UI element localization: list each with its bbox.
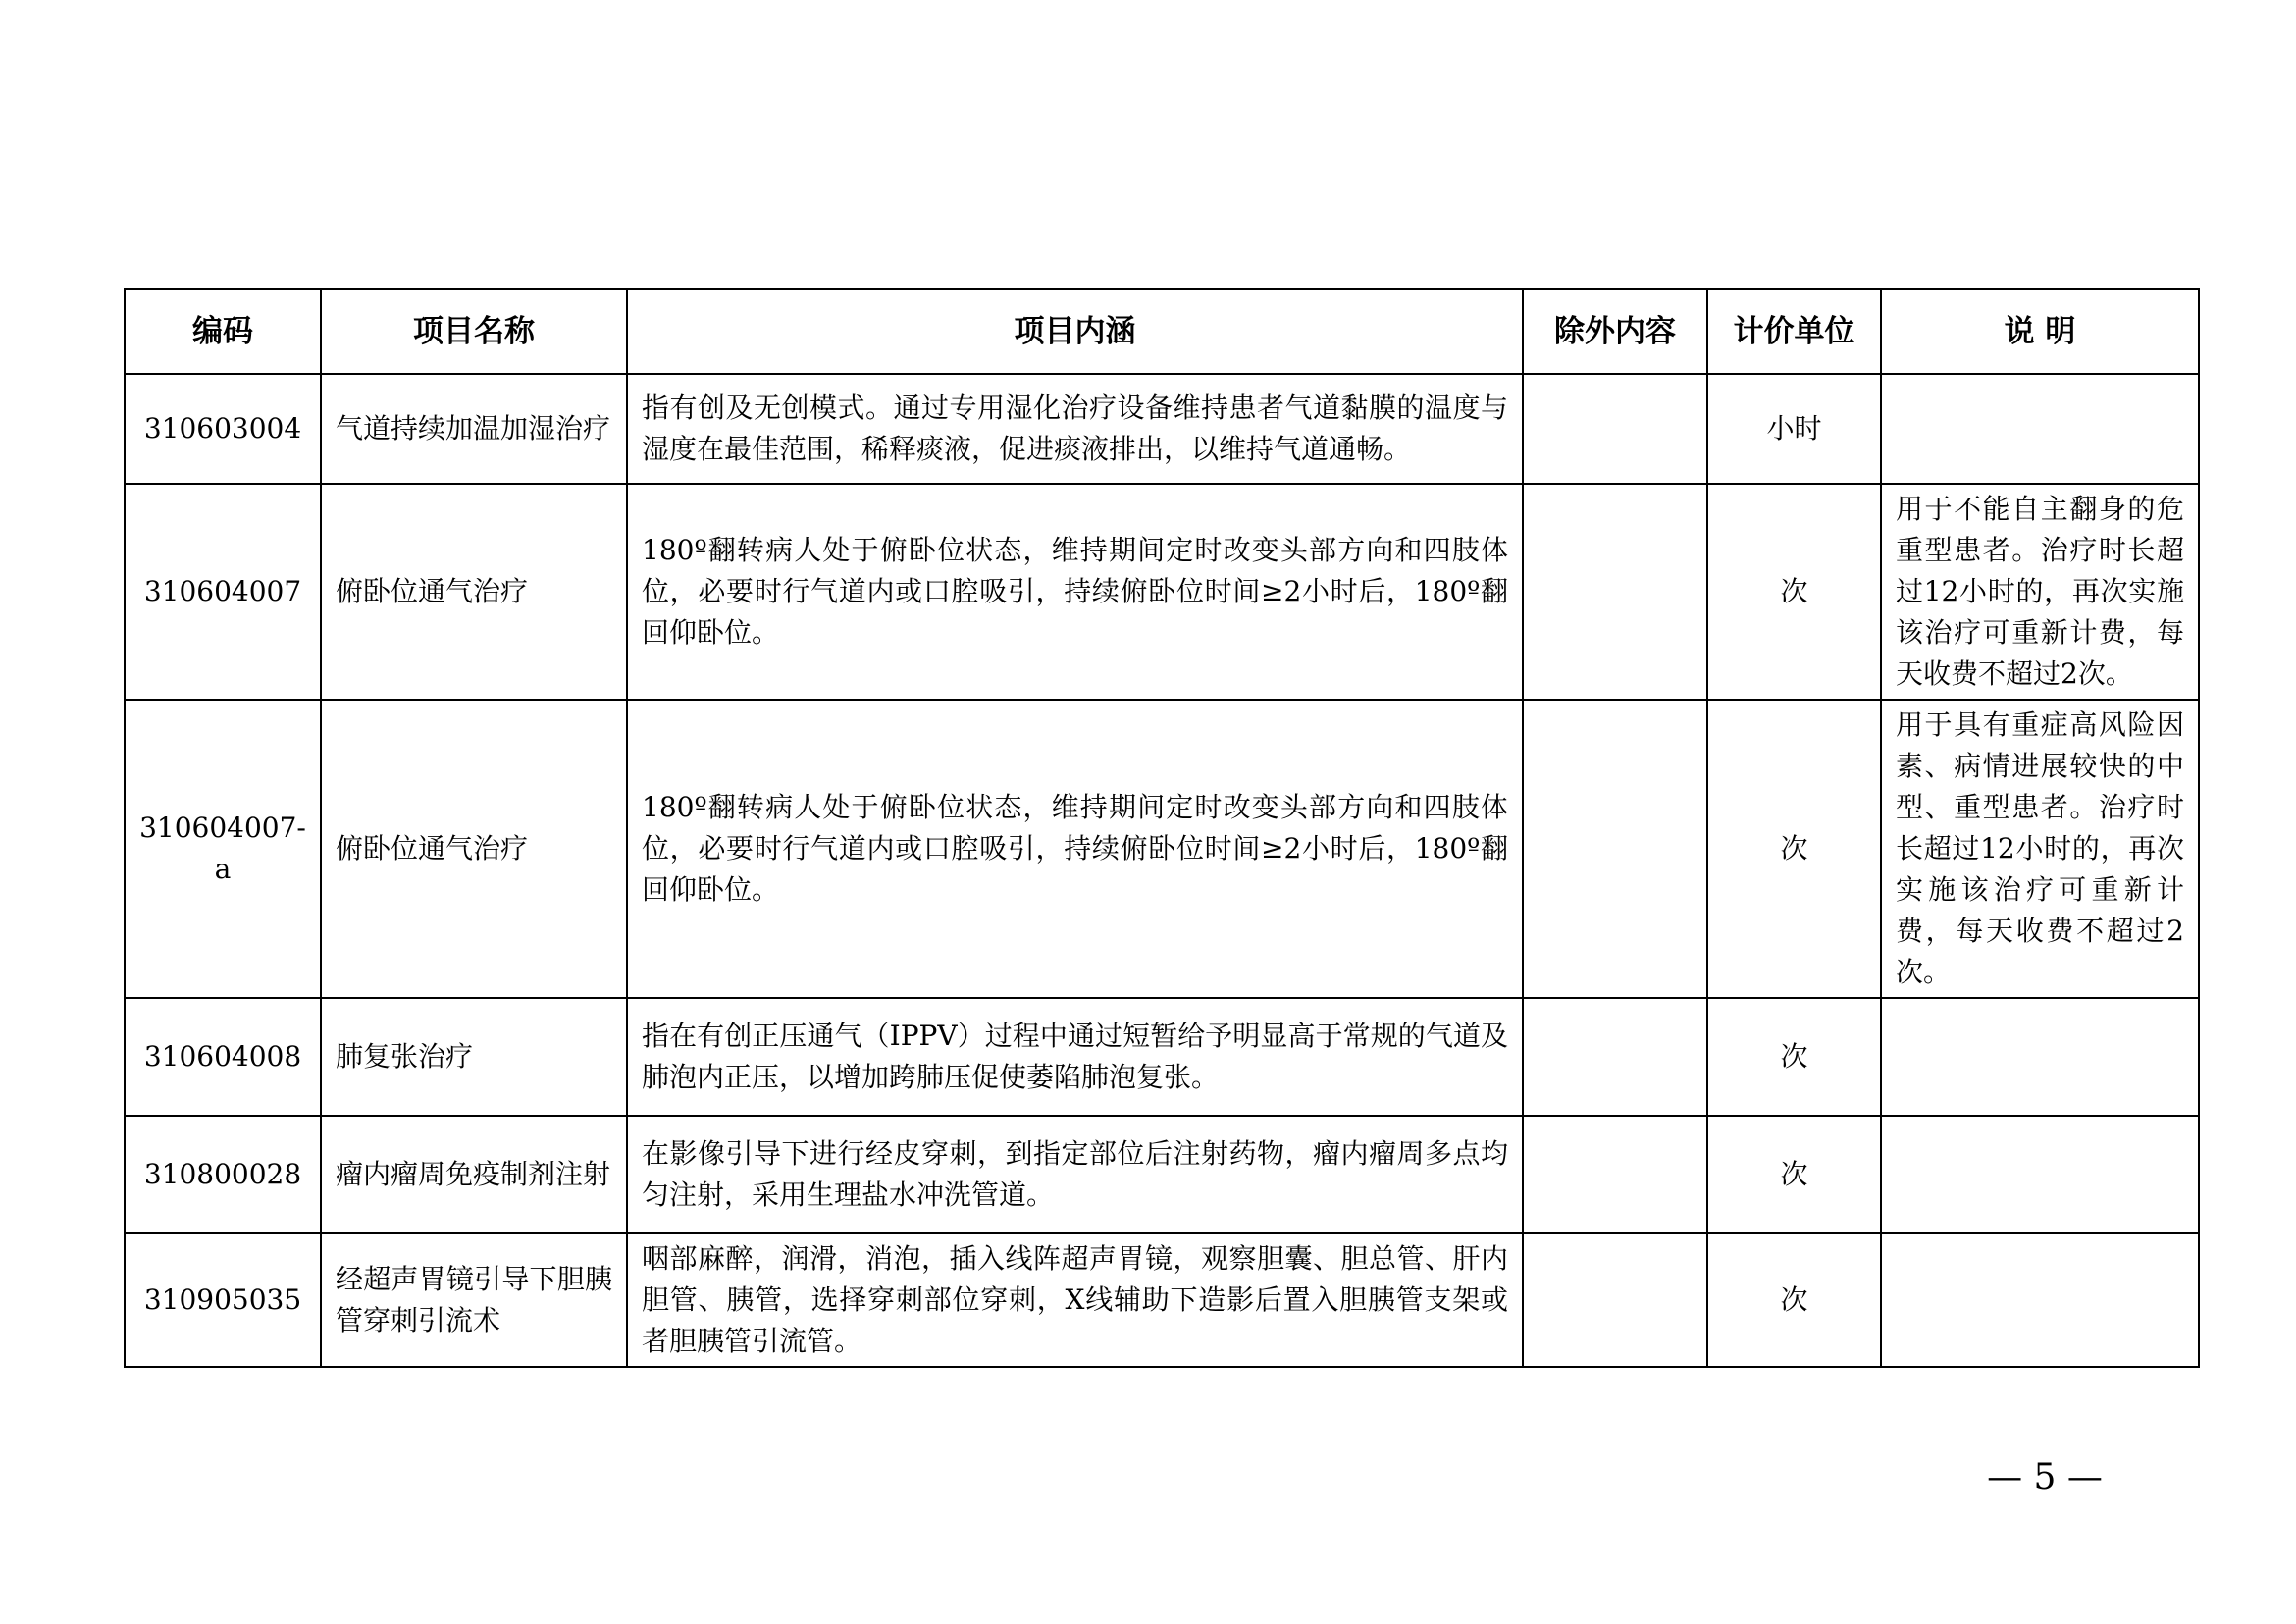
cell-pricing-unit: 次 bbox=[1707, 1233, 1881, 1367]
cell-item-name: 气道持续加温加湿治疗 bbox=[321, 374, 627, 484]
page-number: — 5 — bbox=[1987, 1457, 2103, 1497]
cell-notes bbox=[1881, 1233, 2199, 1367]
cell-code: 310604007-a bbox=[125, 700, 321, 998]
cell-item-name: 经超声胃镜引导下胆胰管穿刺引流术 bbox=[321, 1233, 627, 1367]
cell-code: 310905035 bbox=[125, 1233, 321, 1367]
cell-code: 310603004 bbox=[125, 374, 321, 484]
cell-exclusion bbox=[1523, 998, 1707, 1116]
table-row bbox=[125, 1233, 2199, 1367]
table-row bbox=[125, 700, 2199, 998]
table-row bbox=[125, 1116, 2199, 1233]
cell-item-content: 指有创及无创模式。通过专用湿化治疗设备维持患者气道黏膜的温度与湿度在最佳范围，稀释痰液，促进痰液排出，以维持气道通畅。 bbox=[627, 374, 1523, 484]
cell-exclusion bbox=[1523, 484, 1707, 700]
cell-item-content: 180º翻转病人处于俯卧位状态，维持期间定时改变头部方向和四肢体位，必要时行气道内或口腔吸引，持续俯卧位时间≥2小时后，180º翻回仰卧位。 bbox=[627, 484, 1523, 700]
cell-pricing-unit: 次 bbox=[1707, 484, 1881, 700]
cell-item-name: 俯卧位通气治疗 bbox=[321, 700, 627, 998]
cell-pricing-unit: 次 bbox=[1707, 700, 1881, 998]
cell-code: 310800028 bbox=[125, 1116, 321, 1233]
cell-item-content: 在影像引导下进行经皮穿刺，到指定部位后注射药物，瘤内瘤周多点均匀注射，采用生理盐水冲洗管道。 bbox=[627, 1116, 1523, 1233]
header-exclusion: 除外内容 bbox=[1523, 289, 1707, 374]
cell-pricing-unit: 次 bbox=[1707, 1116, 1881, 1233]
cell-item-name: 肺复张治疗 bbox=[321, 998, 627, 1116]
cell-item-content: 180º翻转病人处于俯卧位状态，维持期间定时改变头部方向和四肢体位，必要时行气道内或口腔吸引，持续俯卧位时间≥2小时后，180º翻回仰卧位。 bbox=[627, 700, 1523, 998]
cell-notes bbox=[1881, 998, 2199, 1116]
cell-item-content: 咽部麻醉，润滑，消泡，插入线阵超声胃镜，观察胆囊、胆总管、肝内胆管、胰管，选择穿刺部位穿刺，X线辅助下造影后置入胆胰管支架或者胆胰管引流管。 bbox=[627, 1233, 1523, 1367]
cell-exclusion bbox=[1523, 374, 1707, 484]
table-row bbox=[125, 374, 2199, 484]
cell-pricing-unit: 次 bbox=[1707, 998, 1881, 1116]
cell-code: 310604008 bbox=[125, 998, 321, 1116]
cell-item-content: 指在有创正压通气（IPPV）过程中通过短暂给予明显高于常规的气道及肺泡内正压，以增加跨肺压促使萎陷肺泡复张。 bbox=[627, 998, 1523, 1116]
cell-exclusion bbox=[1523, 1116, 1707, 1233]
cell-notes bbox=[1881, 1116, 2199, 1233]
table-header-row bbox=[125, 289, 2199, 374]
header-item-content: 项目内涵 bbox=[627, 289, 1523, 374]
cell-notes bbox=[1881, 374, 2199, 484]
header-notes: 说 明 bbox=[1881, 289, 2199, 374]
table-row bbox=[125, 998, 2199, 1116]
cell-code: 310604007 bbox=[125, 484, 321, 700]
cell-item-name: 俯卧位通气治疗 bbox=[321, 484, 627, 700]
pricing-items-table bbox=[124, 288, 2200, 1368]
cell-notes: 用于具有重症高风险因素、病情进展较快的中型、重型患者。治疗时长超过12小时的，再次实施该治疗可重新计费，每天收费不超过2次。 bbox=[1881, 700, 2199, 998]
cell-pricing-unit: 小时 bbox=[1707, 374, 1881, 484]
header-code: 编码 bbox=[125, 289, 321, 374]
cell-exclusion bbox=[1523, 1233, 1707, 1367]
cell-item-name: 瘤内瘤周免疫制剂注射 bbox=[321, 1116, 627, 1233]
table-row bbox=[125, 484, 2199, 700]
header-item-name: 项目名称 bbox=[321, 289, 627, 374]
header-pricing-unit: 计价单位 bbox=[1707, 289, 1881, 374]
cell-notes: 用于不能自主翻身的危重型患者。治疗时长超过12小时的，再次实施该治疗可重新计费，每天收费不超过2次。 bbox=[1881, 484, 2199, 700]
cell-exclusion bbox=[1523, 700, 1707, 998]
